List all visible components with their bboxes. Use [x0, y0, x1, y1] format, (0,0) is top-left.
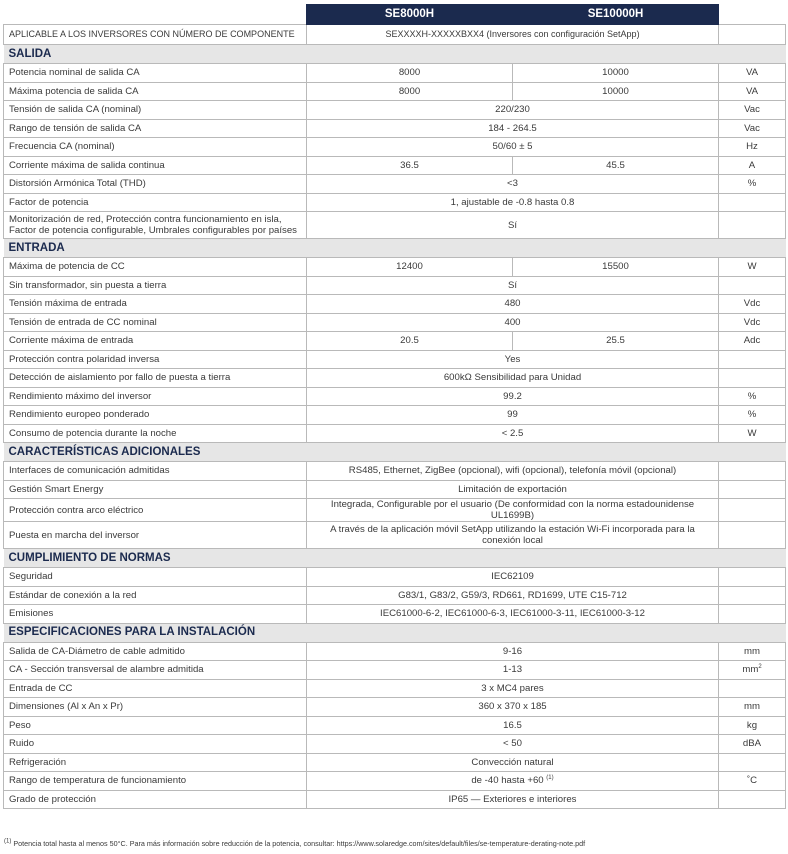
spec-unit-text: Vdc [743, 298, 761, 310]
spec-unit [719, 753, 786, 772]
spec-label: Protección contra arco eléctrico [4, 499, 307, 522]
spec-value-se8000h: 12400 [307, 258, 513, 277]
model-se8000h-header: SE8000H [307, 5, 513, 25]
spec-sheet [0, 4, 788, 854]
spec-value [307, 193, 719, 212]
spec-label: Corriente máxima de salida continua [4, 156, 307, 175]
spec-value [307, 605, 719, 624]
spec-label: Frecuencia CA (nominal) [4, 138, 307, 157]
spec-unit [719, 568, 786, 587]
spec-value-text: Integrada, Configurable por el usuario (De conformidad con la norma estadounidense UL1699B) [330, 499, 695, 521]
spec-value [307, 175, 719, 194]
spec-value-text: Yes [504, 353, 521, 365]
spec-label: Tensión de entrada de CC nominal [4, 313, 307, 332]
spec-value-text: 50/60 ± 5 [492, 141, 533, 153]
spec-value-text: 1-13 [502, 664, 523, 676]
spec-label: Ruido [4, 735, 307, 754]
spec-value [307, 369, 719, 388]
spec-row [4, 522, 786, 549]
spec-row [4, 295, 786, 314]
spec-unit [719, 119, 786, 138]
spec-value [307, 350, 719, 369]
spec-unit [719, 522, 786, 549]
spec-value-text: IEC61000-6-2, IEC61000-6-3, IEC61000-3-11, IEC61000-3-12 [380, 608, 645, 620]
spec-value-text: 1, ajustable de -0.8 hasta 0.8 [450, 196, 575, 208]
spec-label: Rango de temperatura de funcionamiento [4, 772, 307, 791]
spec-row [4, 716, 786, 735]
spec-row [4, 212, 786, 239]
spec-row [4, 406, 786, 425]
spec-label: Monitorización de red, Protección contra funcionamiento en isla, Factor de potencia configurable, Umbrales configurables por países [4, 212, 307, 239]
spec-value [307, 586, 719, 605]
model-se10000h-header: SE10000H [513, 5, 719, 25]
spec-value-se8000h: 8000 [307, 82, 513, 101]
spec-label: Emisiones [4, 605, 307, 624]
spec-value [307, 716, 719, 735]
spec-value [307, 679, 719, 698]
spec-value-text: Sí [507, 279, 518, 291]
spec-unit-text: Hz [746, 141, 758, 153]
spec-label: Rendimiento europeo ponderado [4, 406, 307, 425]
spec-row [4, 790, 786, 809]
spec-label: Grado de protección [4, 790, 307, 809]
spec-label: Refrigeración [4, 753, 307, 772]
spec-unit [719, 369, 786, 388]
spec-value [307, 790, 719, 809]
model-header-row [4, 5, 786, 25]
spec-unit [719, 276, 786, 295]
spec-unit [719, 258, 786, 277]
spec-unit [719, 480, 786, 499]
spec-unit-text: Vdc [743, 316, 761, 328]
spec-unit [719, 193, 786, 212]
spec-value-se8000h: 20.5 [307, 332, 513, 351]
spec-label: Consumo de potencia durante la noche [4, 424, 307, 443]
spec-value-se10000h: 10000 [513, 82, 719, 101]
spec-label: Dimensiones (Al x An x Pr) [4, 698, 307, 717]
spec-label: Peso [4, 716, 307, 735]
spec-label: Corriente máxima de entrada [4, 332, 307, 351]
spec-row [4, 642, 786, 661]
spec-row [4, 175, 786, 194]
spec-unit [719, 462, 786, 481]
spec-value-text: 184 - 264.5 [488, 122, 537, 134]
spec-value [307, 276, 719, 295]
footnote [4, 839, 585, 848]
spec-unit-text: W [747, 261, 757, 273]
spec-row [4, 64, 786, 83]
spec-value-text: 600kΩ Sensibilidad para Unidad [443, 372, 582, 384]
spec-value [307, 138, 719, 157]
spec-row [4, 753, 786, 772]
header-blank-cell [4, 5, 307, 25]
unit-superscript: 2 [758, 664, 762, 671]
spec-label: Detección de aislamiento por fallo de puesta a tierra [4, 369, 307, 388]
section-header-row [4, 239, 786, 258]
spec-row [4, 156, 786, 175]
spec-label: Estándar de conexión a la red [4, 586, 307, 605]
spec-row [4, 82, 786, 101]
spec-label: Salida de CA-Diámetro de cable admitido [4, 642, 307, 661]
spec-unit [719, 313, 786, 332]
applies-value: SEXXXXH-XXXXXBXX4 (Inversores con configuración SetApp) [307, 25, 719, 45]
spec-unit [719, 406, 786, 425]
spec-value-text: < 50 [503, 738, 522, 750]
spec-unit-text: A [748, 159, 756, 171]
spec-unit-text: ˚C [746, 775, 758, 787]
spec-value [307, 480, 719, 499]
section-title: ENTRADA [4, 239, 786, 258]
spec-value [307, 212, 719, 239]
applies-label: APLICABLE A LOS INVERSORES CON NÚMERO DE COMPONENTE [4, 25, 307, 45]
spec-value-text: RS485, Ethernet, ZigBee (opcional), wifi (opcional), telefonía móvil (opcional) [348, 465, 677, 477]
spec-unit [719, 735, 786, 754]
spec-row [4, 499, 786, 522]
spec-unit [719, 424, 786, 443]
spec-label: Potencia nominal de salida CA [4, 64, 307, 83]
section-title: CUMPLIMIENTO DE NORMAS [4, 549, 786, 568]
spec-label: Máxima de potencia de CC [4, 258, 307, 277]
section-title: ESPECIFICACIONES PARA LA INSTALACIÓN [4, 623, 786, 642]
spec-unit-text: W [747, 427, 757, 439]
spec-row [4, 568, 786, 587]
spec-value [307, 295, 719, 314]
spec-value [307, 661, 719, 680]
spec-value-text: Limitación de exportación [458, 483, 567, 495]
spec-label: Rango de tensión de salida CA [4, 119, 307, 138]
spec-value-text: 9-16 [502, 645, 523, 657]
spec-label: Distorsión Armónica Total (THD) [4, 175, 307, 194]
spec-value-se8000h: 36.5 [307, 156, 513, 175]
spec-value-se8000h: 8000 [307, 64, 513, 83]
spec-value-text: < 2.5 [501, 427, 524, 439]
spec-value-text: de -40 hasta +60 [471, 775, 544, 787]
footnote-ref: (1) [546, 775, 554, 782]
spec-unit [719, 586, 786, 605]
applies-row [4, 25, 786, 45]
spec-unit [719, 642, 786, 661]
spec-row [4, 679, 786, 698]
spec-row [4, 313, 786, 332]
spec-label: Protección contra polaridad inversa [4, 350, 307, 369]
spec-unit-text: % [747, 409, 757, 421]
spec-row [4, 119, 786, 138]
spec-label: Factor de potencia [4, 193, 307, 212]
spec-unit [719, 679, 786, 698]
section-title: CARACTERÍSTICAS ADICIONALES [4, 443, 786, 462]
spec-label: Sin transformador, sin puesta a tierra [4, 276, 307, 295]
spec-unit-text: kg [746, 719, 758, 731]
spec-value [307, 387, 719, 406]
spec-value-text: 99.2 [503, 390, 522, 402]
spec-row [4, 605, 786, 624]
spec-unit [719, 387, 786, 406]
spec-unit [719, 295, 786, 314]
spec-unit-text: Adc [743, 335, 761, 347]
spec-value-se10000h: 10000 [513, 64, 719, 83]
spec-unit-text: Vac [744, 122, 760, 134]
spec-unit-text: mm [744, 701, 760, 713]
spec-unit [719, 716, 786, 735]
spec-value-text: 99 [507, 409, 518, 421]
spec-row [4, 661, 786, 680]
spec-row [4, 480, 786, 499]
spec-value-se10000h: 15500 [513, 258, 719, 277]
spec-unit [719, 350, 786, 369]
spec-value [307, 522, 719, 549]
spec-unit [719, 82, 786, 101]
spec-row [4, 332, 786, 351]
spec-value [307, 462, 719, 481]
spec-value [307, 772, 719, 791]
spec-row [4, 258, 786, 277]
spec-row [4, 424, 786, 443]
spec-unit [719, 772, 786, 791]
spec-value-text: 480 [504, 298, 521, 310]
spec-value [307, 424, 719, 443]
spec-row [4, 387, 786, 406]
spec-unit [719, 661, 786, 680]
spec-unit [719, 698, 786, 717]
spec-unit-text: mm [742, 664, 759, 676]
spec-label: Rendimiento máximo del inversor [4, 387, 307, 406]
spec-table-body [4, 5, 786, 809]
spec-unit-text: dBA [742, 738, 762, 750]
spec-value [307, 753, 719, 772]
spec-unit [719, 332, 786, 351]
section-header-row [4, 45, 786, 64]
spec-value-text: 220/230 [495, 104, 530, 116]
spec-unit-text: VA [745, 67, 759, 79]
section-title: SALIDA [4, 45, 786, 64]
spec-value [307, 101, 719, 120]
spec-value [307, 119, 719, 138]
section-header-row [4, 623, 786, 642]
spec-value-text: G83/1, G83/2, G59/3, RD661, RD1699, UTE C15-712 [398, 589, 627, 601]
spec-value [307, 406, 719, 425]
spec-row [4, 138, 786, 157]
spec-table [3, 4, 786, 809]
spec-value-text: A través de la aplicación móvil SetApp utilizando la estación Wi-Fi incorporada para la conexión local [330, 524, 695, 546]
spec-unit-text: VA [745, 85, 759, 97]
spec-unit-text: % [747, 178, 757, 190]
spec-row [4, 276, 786, 295]
spec-row [4, 350, 786, 369]
spec-unit [719, 605, 786, 624]
spec-unit [719, 156, 786, 175]
spec-value-text: IP65 — Exteriores e interiores [448, 793, 577, 805]
spec-value [307, 568, 719, 587]
spec-row [4, 101, 786, 120]
spec-value [307, 313, 719, 332]
spec-unit [719, 790, 786, 809]
spec-value-text: IEC62109 [491, 571, 534, 583]
spec-row [4, 698, 786, 717]
spec-label: Máxima potencia de salida CA [4, 82, 307, 101]
spec-label: Puesta en marcha del inversor [4, 522, 307, 549]
spec-row [4, 586, 786, 605]
spec-value [307, 698, 719, 717]
spec-row [4, 735, 786, 754]
spec-value-se10000h: 45.5 [513, 156, 719, 175]
spec-unit [719, 101, 786, 120]
spec-label: Interfaces de comunicación admitidas [4, 462, 307, 481]
spec-unit [719, 64, 786, 83]
spec-label: Seguridad [4, 568, 307, 587]
section-header-row [4, 443, 786, 462]
spec-value-text: 16.5 [503, 719, 522, 731]
spec-label: Tensión máxima de entrada [4, 295, 307, 314]
spec-unit-text: % [747, 390, 757, 402]
spec-row [4, 193, 786, 212]
spec-unit-text: mm [744, 645, 760, 657]
spec-label: CA - Sección transversal de alambre admitida [4, 661, 307, 680]
spec-value-se10000h: 25.5 [513, 332, 719, 351]
spec-value [307, 735, 719, 754]
spec-row [4, 369, 786, 388]
spec-unit [719, 499, 786, 522]
footnote-mark: (1) [4, 838, 12, 845]
footnote-text: Potencia total hasta al menos 50°C. Para más información sobre reducción de la potencia, consultar: https://www.solaredge.com/sites/default/files/se-temperature-derating-note.pdf [13, 839, 586, 848]
spec-value [307, 642, 719, 661]
spec-unit [719, 212, 786, 239]
spec-row [4, 772, 786, 791]
spec-value-text: 360 x 370 x 185 [478, 701, 547, 713]
spec-unit [719, 175, 786, 194]
spec-label: Gestión Smart Energy [4, 480, 307, 499]
unit-cell [719, 25, 786, 45]
spec-value [307, 499, 719, 522]
spec-unit-text: Vac [744, 104, 760, 116]
spec-value-text: Sí [507, 219, 518, 231]
header-blank-cell [719, 5, 786, 25]
spec-value-text: Convección natural [471, 756, 554, 768]
spec-value-text: 400 [504, 316, 521, 328]
spec-label: Tensión de salida CA (nominal) [4, 101, 307, 120]
spec-unit [719, 138, 786, 157]
spec-value-text: <3 [507, 178, 518, 190]
spec-value-text: 3 x MC4 pares [481, 682, 544, 694]
spec-row [4, 462, 786, 481]
spec-label: Entrada de CC [4, 679, 307, 698]
section-header-row [4, 549, 786, 568]
